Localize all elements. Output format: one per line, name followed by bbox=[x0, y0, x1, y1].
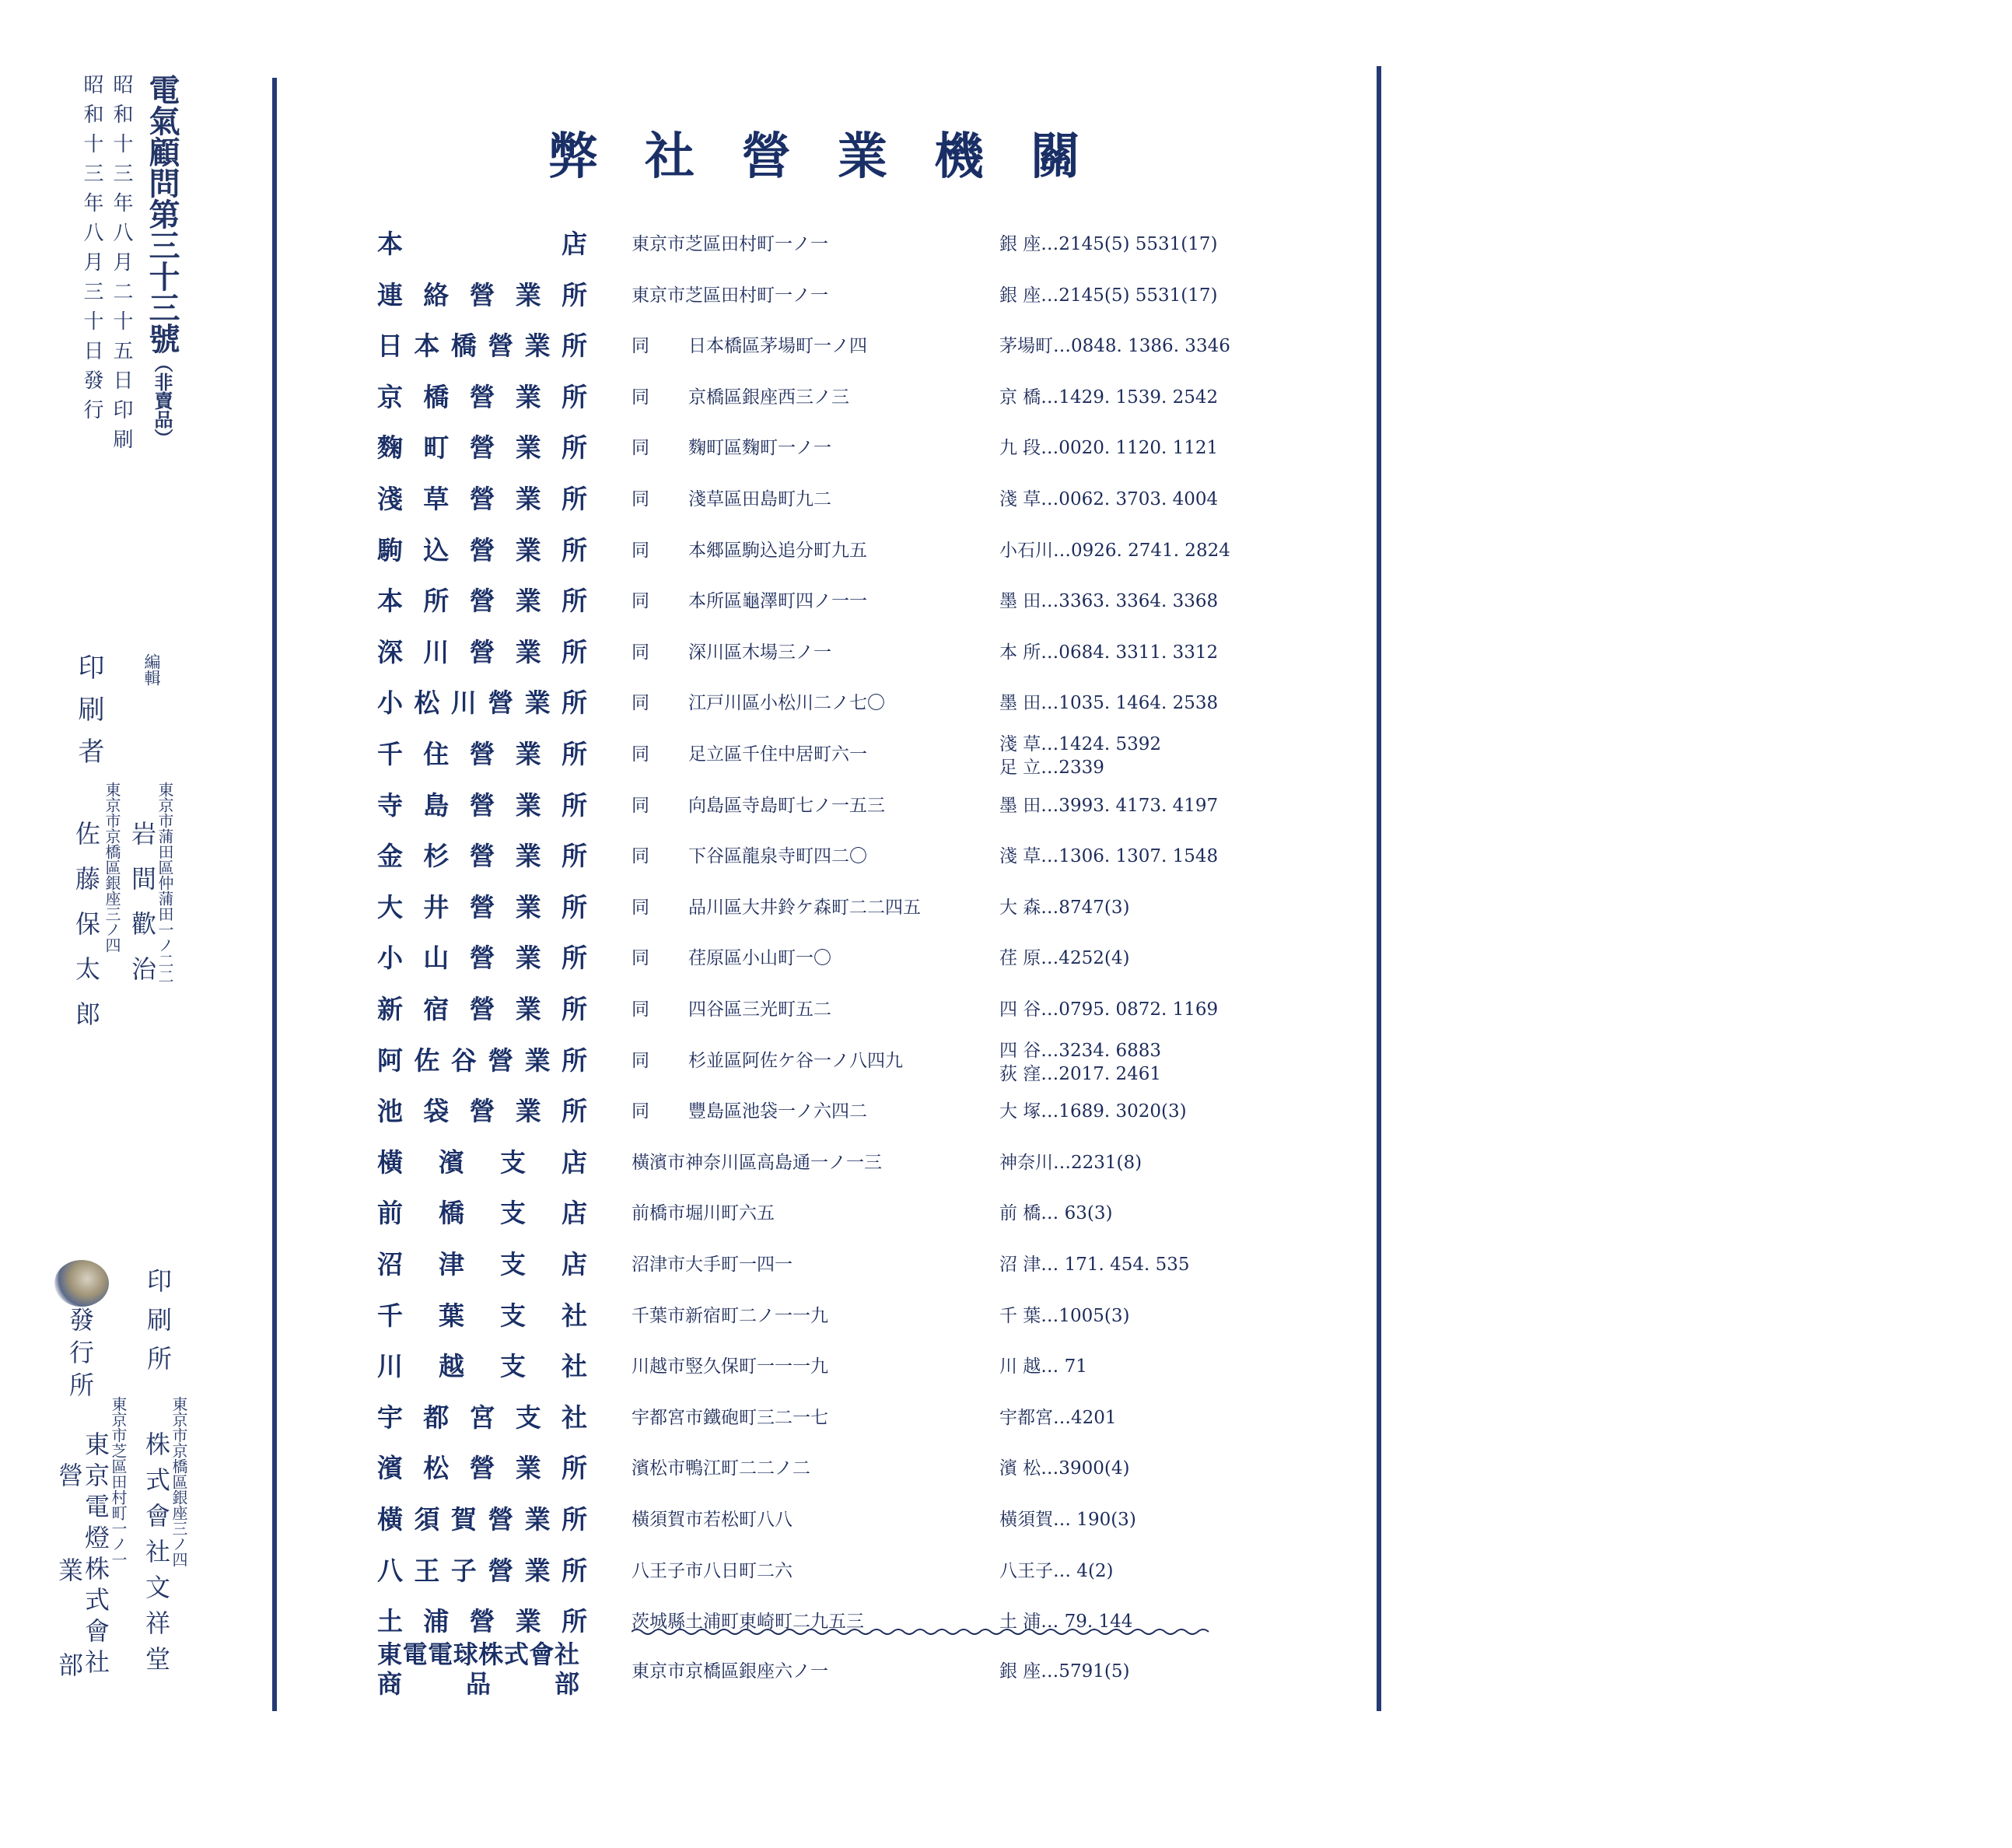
office-row bbox=[0, 734, 2012, 786]
office-address: 東京市芝區田村町一ノ一 bbox=[632, 285, 828, 306]
office-phone: 沼 津… 171. 454. 535 bbox=[999, 1255, 1190, 1275]
office-phone: 川 越… 71 bbox=[999, 1356, 1087, 1377]
colophon-issuer-address: 東京市芝區田村町一ノ一 bbox=[109, 1396, 128, 1567]
office-name: 金杉營業所 bbox=[377, 841, 587, 871]
office-name: 千葉支社 bbox=[377, 1300, 587, 1331]
ditto-mark: 同 bbox=[632, 999, 649, 1020]
ditto-mark: 同 bbox=[632, 796, 649, 816]
office-phone: 濱 松…3900(4) bbox=[999, 1458, 1130, 1479]
office-address: 宇都宮市鐵砲町三二一七 bbox=[632, 1408, 828, 1428]
colophon-issuer-dept: 營業部 bbox=[54, 1462, 84, 1747]
office-address: 品川區大井鈴ケ森町二二四五 bbox=[688, 898, 921, 918]
office-name: 池袋營業所 bbox=[377, 1096, 587, 1126]
office-address: 深川區木場三ノ一 bbox=[688, 642, 831, 663]
office-address: 江戸川區小松川二ノ七〇 bbox=[688, 693, 885, 713]
office-row bbox=[0, 1147, 2012, 1194]
office-name: 八王子營業所 bbox=[377, 1556, 587, 1586]
colophon-printed-date: 昭和十三年八月二十五日印刷 bbox=[110, 74, 133, 458]
office-row bbox=[0, 331, 2012, 377]
office-address: 橫濱市神奈川區高島通一ノ一三 bbox=[632, 1153, 882, 1173]
office-name: 寺島營業所 bbox=[377, 790, 587, 821]
office-address: 本郷區駒込追分町九五 bbox=[688, 541, 867, 561]
office-address: 千葉市新宿町二ノ一一九 bbox=[632, 1306, 828, 1326]
office-row bbox=[0, 637, 2012, 684]
office-address: 本所區龜澤町四ノ一一 bbox=[688, 591, 867, 611]
ditto-mark: 同 bbox=[632, 1051, 649, 1071]
footer-name-line2: 商品部 bbox=[377, 1669, 579, 1699]
footer-entry-phone: 銀 座…5791(5) bbox=[999, 1661, 1130, 1682]
footer-name-line1: 東電電球株式會社 bbox=[377, 1640, 579, 1669]
office-name: 小松川營業所 bbox=[377, 688, 587, 718]
office-address: 麴町區麴町一ノ一 bbox=[688, 438, 831, 458]
office-row bbox=[0, 229, 2012, 275]
office-name: 小山營業所 bbox=[377, 943, 587, 973]
ditto-mark: 同 bbox=[632, 1101, 649, 1122]
office-row bbox=[0, 432, 2012, 479]
office-row bbox=[0, 484, 2012, 530]
office-name: 新宿營業所 bbox=[377, 994, 587, 1024]
office-phone: 大 森…8747(3) bbox=[999, 898, 1130, 918]
ditto-mark: 同 bbox=[632, 898, 649, 918]
ditto-mark: 同 bbox=[632, 948, 649, 968]
office-phone: 京 橋…1429. 1539. 2542 bbox=[999, 387, 1219, 408]
office-name: 宇都宮支社 bbox=[377, 1402, 587, 1433]
colophon-printer-role: 印刷者 bbox=[73, 653, 104, 779]
office-name: 麴町營業所 bbox=[377, 432, 587, 463]
office-phone: 銀 座…2145(5) 5531(17) bbox=[999, 234, 1218, 254]
office-row bbox=[0, 535, 2012, 582]
colophon-printer-address: 東京市京橋區銀座三ノ四 bbox=[103, 782, 121, 953]
office-name: 土浦營業所 bbox=[377, 1606, 587, 1636]
office-name: 前橋支店 bbox=[377, 1198, 587, 1228]
office-row bbox=[0, 790, 2012, 837]
office-address: 京橋區銀座西三ノ三 bbox=[688, 387, 849, 408]
office-row bbox=[0, 994, 2012, 1041]
office-address: 豐島區池袋一ノ六四二 bbox=[688, 1101, 867, 1122]
office-phone: 大 塚…1689. 3020(3) bbox=[999, 1101, 1187, 1122]
office-name: 日本橋營業所 bbox=[377, 331, 587, 361]
office-phone: 神奈川…2231(8) bbox=[999, 1153, 1142, 1173]
office-row bbox=[0, 586, 2012, 632]
office-phone: 淺 草…1424. 5392 足 立…2339 bbox=[999, 734, 1161, 778]
office-phone: 淺 草…0062. 3703. 4004 bbox=[999, 489, 1219, 509]
magazine-name: 電氣顧問第三十三號 bbox=[144, 74, 180, 354]
office-phone: 橫須賀… 190(3) bbox=[999, 1510, 1136, 1530]
office-address: 向島區寺島町七ノ一五三 bbox=[688, 796, 885, 816]
office-name: 連絡營業所 bbox=[377, 280, 587, 310]
colophon-issuer-name: 東京電燈株式會社 bbox=[81, 1431, 110, 1680]
office-row bbox=[0, 841, 2012, 887]
office-phone: 小石川…0926. 2741. 2824 bbox=[999, 541, 1230, 561]
colophon-print-shop-address: 東京市京橋區銀座三ノ四 bbox=[170, 1396, 188, 1567]
office-name: 本所營業所 bbox=[377, 586, 587, 616]
office-address: 東京市芝區田村町一ノ一 bbox=[632, 234, 828, 254]
office-address: 濱松市鴨江町二二ノ二 bbox=[632, 1458, 810, 1479]
office-phone: 淺 草…1306. 1307. 1548 bbox=[999, 846, 1219, 866]
office-row bbox=[0, 1041, 2012, 1092]
colophon-printer-name: 佐藤保太郎 bbox=[72, 821, 101, 1046]
office-row bbox=[0, 1504, 2012, 1551]
colophon-issuer-role: 發行所 bbox=[65, 1307, 95, 1405]
office-phone: 八王子… 4(2) bbox=[999, 1561, 1114, 1581]
office-row bbox=[0, 1198, 2012, 1244]
office-name: 本店 bbox=[377, 229, 587, 259]
office-phone: 墨 田…3363. 3364. 3368 bbox=[999, 591, 1219, 611]
office-address: 川越市竪久保町一一一九 bbox=[632, 1356, 828, 1377]
office-name: 京橋營業所 bbox=[377, 382, 587, 412]
office-phone: 前 橋… 63(3) bbox=[999, 1203, 1113, 1223]
office-phone: 墨 田…1035. 1464. 2538 bbox=[999, 693, 1219, 713]
office-name: 淺草營業所 bbox=[377, 484, 587, 514]
office-name: 沼津支店 bbox=[377, 1249, 587, 1279]
wavy-separator bbox=[632, 1627, 1215, 1636]
office-phone: 宇都宮…4201 bbox=[999, 1408, 1117, 1428]
not-for-sale-note: （非賣品） bbox=[151, 354, 173, 447]
office-row bbox=[0, 280, 2012, 327]
not-for-sale-text: 非賣品 bbox=[151, 373, 173, 429]
office-phone: 本 所…0684. 3311. 3312 bbox=[999, 642, 1219, 663]
ditto-mark: 同 bbox=[632, 387, 649, 408]
page-title: 弊社營業機關 bbox=[548, 128, 1127, 186]
colophon-issued-date: 昭和十三年八月三十日發行 bbox=[80, 74, 103, 429]
office-address: 下谷區龍泉寺町四二〇 bbox=[688, 846, 867, 866]
office-address: 八王子市八日町二六 bbox=[632, 1561, 793, 1581]
office-row bbox=[0, 1300, 2012, 1347]
office-phone: 土 浦… 79. 144 bbox=[999, 1612, 1133, 1632]
footer-entry-name bbox=[377, 1640, 579, 1699]
office-row bbox=[0, 688, 2012, 734]
office-address: 杉並區阿佐ケ谷一ノ八四九 bbox=[688, 1051, 903, 1071]
office-row bbox=[0, 382, 2012, 429]
office-name: 橫濱支店 bbox=[377, 1147, 587, 1178]
office-name: 濱松營業所 bbox=[377, 1453, 587, 1483]
ditto-mark: 同 bbox=[632, 642, 649, 663]
office-name: 深川營業所 bbox=[377, 637, 587, 667]
office-address: 日本橋區茅場町一ノ四 bbox=[688, 336, 867, 356]
office-phone: 四 谷…0795. 0872. 1169 bbox=[999, 999, 1219, 1020]
office-row bbox=[0, 1351, 2012, 1398]
ditto-mark: 同 bbox=[632, 336, 649, 356]
office-phone: 千 葉…1005(3) bbox=[999, 1306, 1130, 1326]
office-name: 千住營業所 bbox=[377, 739, 587, 769]
ditto-mark: 同 bbox=[632, 438, 649, 458]
ditto-mark: 同 bbox=[632, 846, 649, 866]
office-phone: 九 段…0020. 1120. 1121 bbox=[999, 438, 1219, 458]
office-name: 大井營業所 bbox=[377, 892, 587, 922]
office-address: 淺草區田島町九二 bbox=[688, 489, 831, 509]
office-row bbox=[0, 1556, 2012, 1602]
office-row bbox=[0, 892, 2012, 939]
office-address: 足立區千住中居町六一 bbox=[688, 744, 867, 765]
colophon-editor-role: 編輯 bbox=[142, 653, 161, 686]
colophon-editor-name: 岩間歡治 bbox=[128, 821, 157, 1001]
office-row bbox=[0, 1402, 2012, 1449]
ditto-mark: 同 bbox=[632, 591, 649, 611]
office-phone: 四 谷…3234. 6883 荻 窪…2017. 2461 bbox=[999, 1041, 1161, 1084]
office-phone: 茅場町…0848. 1386. 3346 bbox=[999, 336, 1230, 356]
colophon-print-shop-role: 印刷所 bbox=[143, 1268, 173, 1384]
office-address: 前橋市堀川町六五 bbox=[632, 1203, 775, 1223]
office-name: 橫須賀營業所 bbox=[377, 1504, 587, 1535]
footer-entry-address: 東京市京橋區銀座六ノ一 bbox=[632, 1661, 828, 1682]
office-phone: 荏 原…4252(4) bbox=[999, 948, 1130, 968]
colophon-print-shop-name: 株式會社文祥堂 bbox=[142, 1431, 171, 1682]
ditto-mark: 同 bbox=[632, 693, 649, 713]
office-name: 川越支社 bbox=[377, 1351, 587, 1381]
office-row bbox=[0, 1096, 2012, 1143]
office-phone: 墨 田…3993. 4173. 4197 bbox=[999, 796, 1219, 816]
colophon-editor-address: 東京市蒲田區仲蒲田一ノ二二 bbox=[156, 782, 174, 984]
office-address: 茨城縣土浦町東崎町二九五三 bbox=[632, 1612, 864, 1632]
office-address: 四谷區三光町五二 bbox=[688, 999, 831, 1020]
office-address: 橫須賀市若松町八八 bbox=[632, 1510, 793, 1530]
office-name: 駒込營業所 bbox=[377, 535, 587, 565]
office-address: 荏原區小山町一〇 bbox=[688, 948, 831, 968]
office-phone: 銀 座…2145(5) 5531(17) bbox=[999, 285, 1218, 306]
office-row bbox=[0, 1249, 2012, 1296]
office-name: 阿佐谷營業所 bbox=[377, 1045, 587, 1076]
office-row bbox=[0, 943, 2012, 989]
ditto-mark: 同 bbox=[632, 744, 649, 765]
office-address: 沼津市大手町一四一 bbox=[632, 1255, 793, 1275]
ditto-mark: 同 bbox=[632, 541, 649, 561]
office-row bbox=[0, 1453, 2012, 1500]
ditto-mark: 同 bbox=[632, 489, 649, 509]
